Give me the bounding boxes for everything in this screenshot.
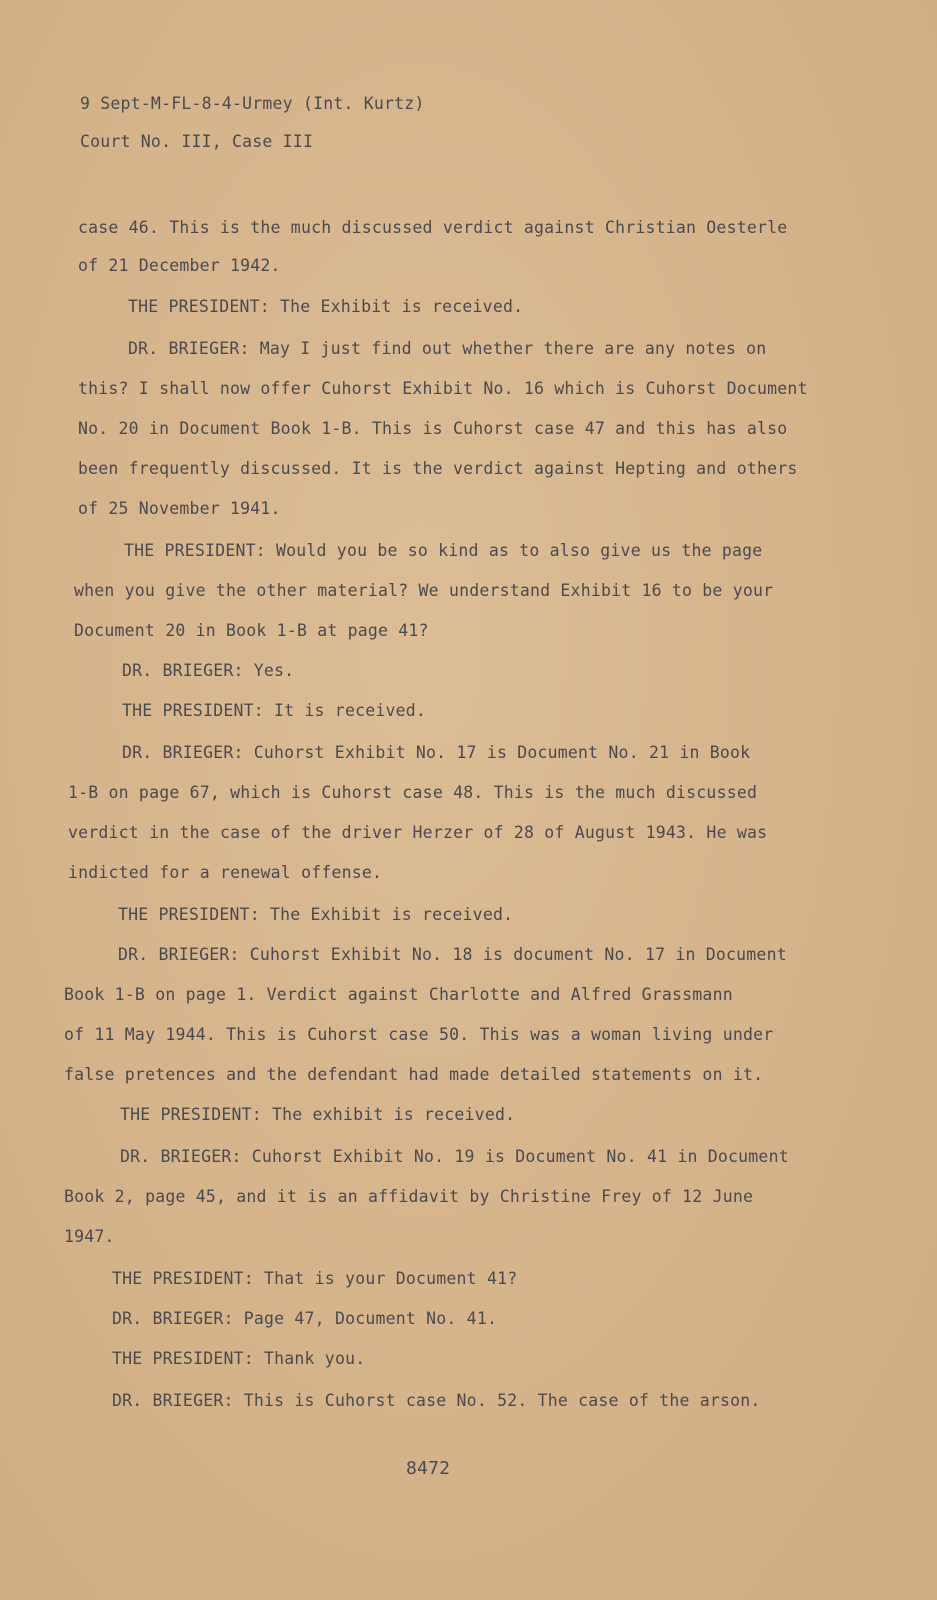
text-line-23: THE PRESIDENT: The exhibit is received. xyxy=(120,1105,516,1124)
text-line-18: THE PRESIDENT: The Exhibit is received. xyxy=(118,905,514,924)
text-line-7: been frequently discussed. It is the verdict against Hepting and others xyxy=(78,459,798,478)
text-line-28: DR. BRIEGER: Page 47, Document No. 41. xyxy=(112,1309,498,1328)
text-line-1: case 46. This is the much discussed verdict against Christian Oesterle xyxy=(78,218,788,237)
text-line-27: THE PRESIDENT: That is your Document 41? xyxy=(112,1269,518,1288)
text-line-19: DR. BRIEGER: Cuhorst Exhibit No. 18 is document No. 17 in Document xyxy=(118,945,787,964)
text-line-15: 1-B on page 67, which is Cuhorst case 48. This is the much discussed xyxy=(68,783,758,802)
text-line-2: of 21 December 1942. xyxy=(78,256,281,275)
text-line-24: DR. BRIEGER: Cuhorst Exhibit No. 19 is Document No. 41 in Document xyxy=(120,1147,789,1166)
text-line-17: indicted for a renewal offense. xyxy=(68,863,383,882)
text-line-4: DR. BRIEGER: May I just find out whether there are any notes on xyxy=(128,339,767,358)
header-reference: 9 Sept-M-FL-8-4-Urmey (Int. Kurtz) xyxy=(80,94,425,113)
text-line-20: Book 1-B on page 1. Verdict against Charlotte and Alfred Grassmann xyxy=(64,985,733,1004)
text-line-11: Document 20 in Book 1-B at page 41? xyxy=(74,621,429,640)
text-line-30: DR. BRIEGER: This is Cuhorst case No. 52. The case of the arson. xyxy=(112,1391,761,1410)
text-line-8: of 25 November 1941. xyxy=(78,499,281,518)
page-number: 8472 xyxy=(406,1458,451,1479)
text-line-26: 1947. xyxy=(64,1227,115,1246)
text-line-16: verdict in the case of the driver Herzer of 28 of August 1943. He was xyxy=(68,823,768,842)
text-line-13: THE PRESIDENT: It is received. xyxy=(122,701,427,720)
text-line-12: DR. BRIEGER: Yes. xyxy=(122,661,295,680)
text-line-22: false pretences and the defendant had made detailed statements on it. xyxy=(64,1065,764,1084)
text-line-25: Book 2, page 45, and it is an affidavit by Christine Frey of 12 June xyxy=(64,1187,754,1206)
text-line-14: DR. BRIEGER: Cuhorst Exhibit No. 17 is Document No. 21 in Book xyxy=(122,743,751,762)
text-line-3: THE PRESIDENT: The Exhibit is received. xyxy=(128,297,524,316)
text-line-5: this? I shall now offer Cuhorst Exhibit No. 16 which is Cuhorst Document xyxy=(78,379,808,398)
header-court: Court No. III, Case III xyxy=(80,132,314,151)
text-line-10: when you give the other material? We understand Exhibit 16 to be your xyxy=(74,581,774,600)
text-line-6: No. 20 in Document Book 1-B. This is Cuhorst case 47 and this has also xyxy=(78,419,788,438)
text-line-29: THE PRESIDENT: Thank you. xyxy=(112,1349,366,1368)
text-line-21: of 11 May 1944. This is Cuhorst case 50. This was a woman living under xyxy=(64,1025,774,1044)
text-line-9: THE PRESIDENT: Would you be so kind as to also give us the page xyxy=(124,541,763,560)
